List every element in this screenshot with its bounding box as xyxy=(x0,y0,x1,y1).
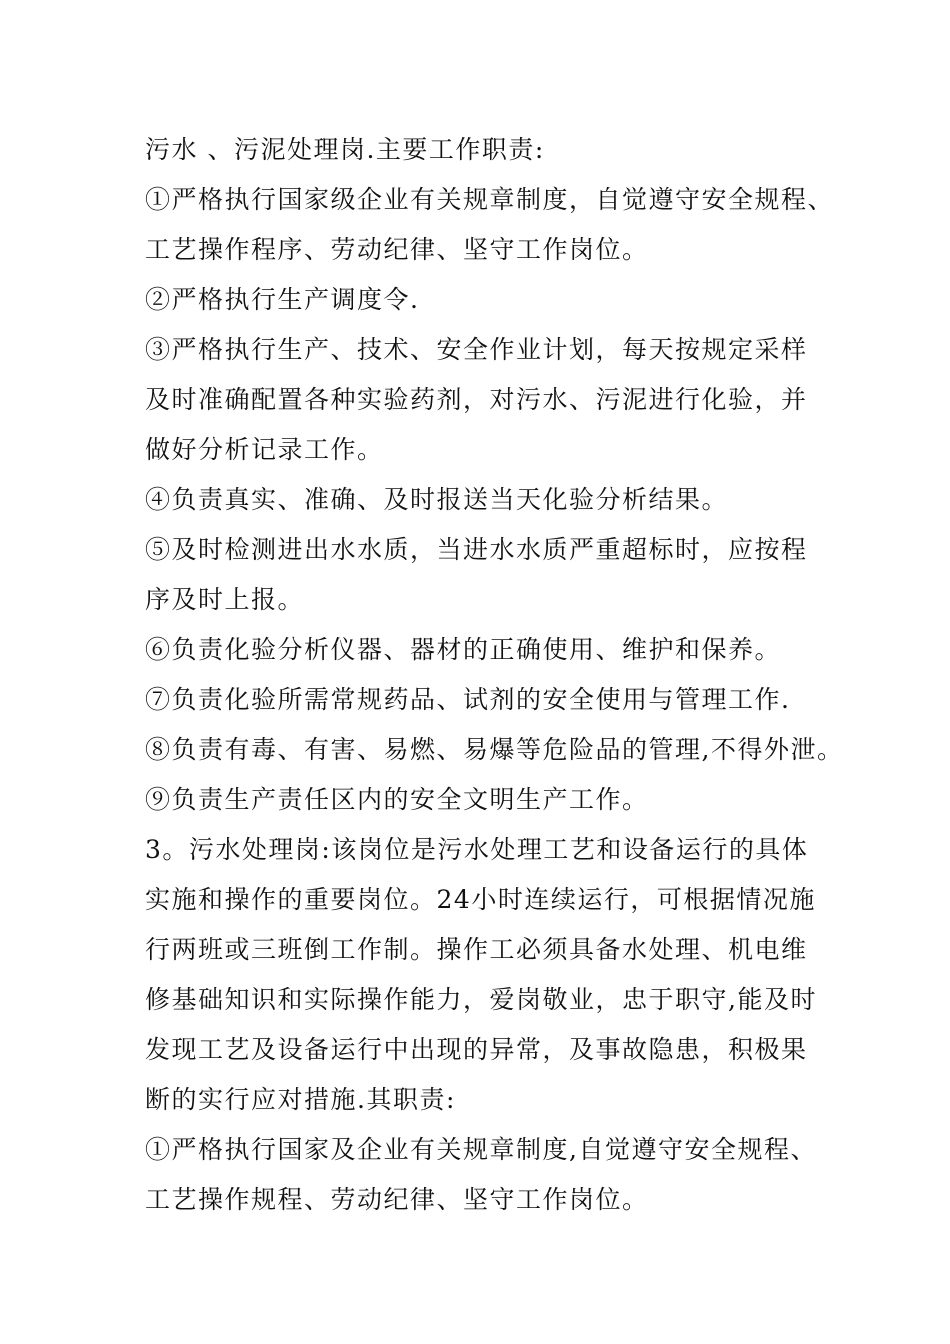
text-line: 实施和操作的重要岗位。24小时连续运行，可根据情况施 xyxy=(145,885,816,914)
text-line: 污水 、污泥处理岗.主要工作职责: xyxy=(145,135,545,164)
text-line: ④负责真实、准确、及时报送当天化验分析结果。 xyxy=(145,485,729,514)
text-line: 工艺操作程序、劳动纪律、坚守工作岗位。 xyxy=(145,235,649,264)
text-line: ①严格执行国家级企业有关规章制度，自觉遵守安全规程、 xyxy=(145,185,835,214)
text-line: ⑥负责化验分析仪器、器材的正确使用、维护和保养。 xyxy=(145,635,782,664)
text-line: ⑦负责化验所需常规药品、试剂的安全使用与管理工作. xyxy=(145,685,791,714)
text-line: ③严格执行生产、技术、安全作业计划，每天按规定采样 xyxy=(145,335,808,364)
text-line: 做好分析记录工作。 xyxy=(145,435,384,464)
text-line: 断的实行应对措施.其职责: xyxy=(145,1085,456,1114)
text-line: 3。污水处理岗:该岗位是污水处理工艺和设备运行的具体 xyxy=(145,835,809,864)
text-line: 序及时上报。 xyxy=(145,585,305,614)
text-line: ①严格执行国家及企业有关规章制度,自觉遵守安全规程、 xyxy=(145,1135,817,1164)
text-line: 修基础知识和实际操作能力，爱岗敬业，忠于职守,能及时 xyxy=(145,985,817,1014)
body-text xyxy=(145,125,845,1225)
text-line: 工艺操作规程、劳动纪律、坚守工作岗位。 xyxy=(145,1185,649,1214)
text-line: 行两班或三班倒工作制。操作工必须具备水处理、机电维 xyxy=(145,935,808,964)
text-line: ⑤及时检测进出水水质，当进水水质严重超标时，应按程 xyxy=(145,535,808,564)
text-line: 发现工艺及设备运行中出现的异常，及事故隐患，积极果 xyxy=(145,1035,808,1064)
text-line: ⑨负责生产责任区内的安全文明生产工作。 xyxy=(145,785,649,814)
text-line: ⑧负责有毒、有害、易燃、易爆等危险品的管理,不得外泄。 xyxy=(145,735,844,764)
text-line: ②严格执行生产调度令. xyxy=(145,285,420,314)
text-line: 及时准确配置各种实验药剂，对污水、污泥进行化验，并 xyxy=(145,385,808,414)
